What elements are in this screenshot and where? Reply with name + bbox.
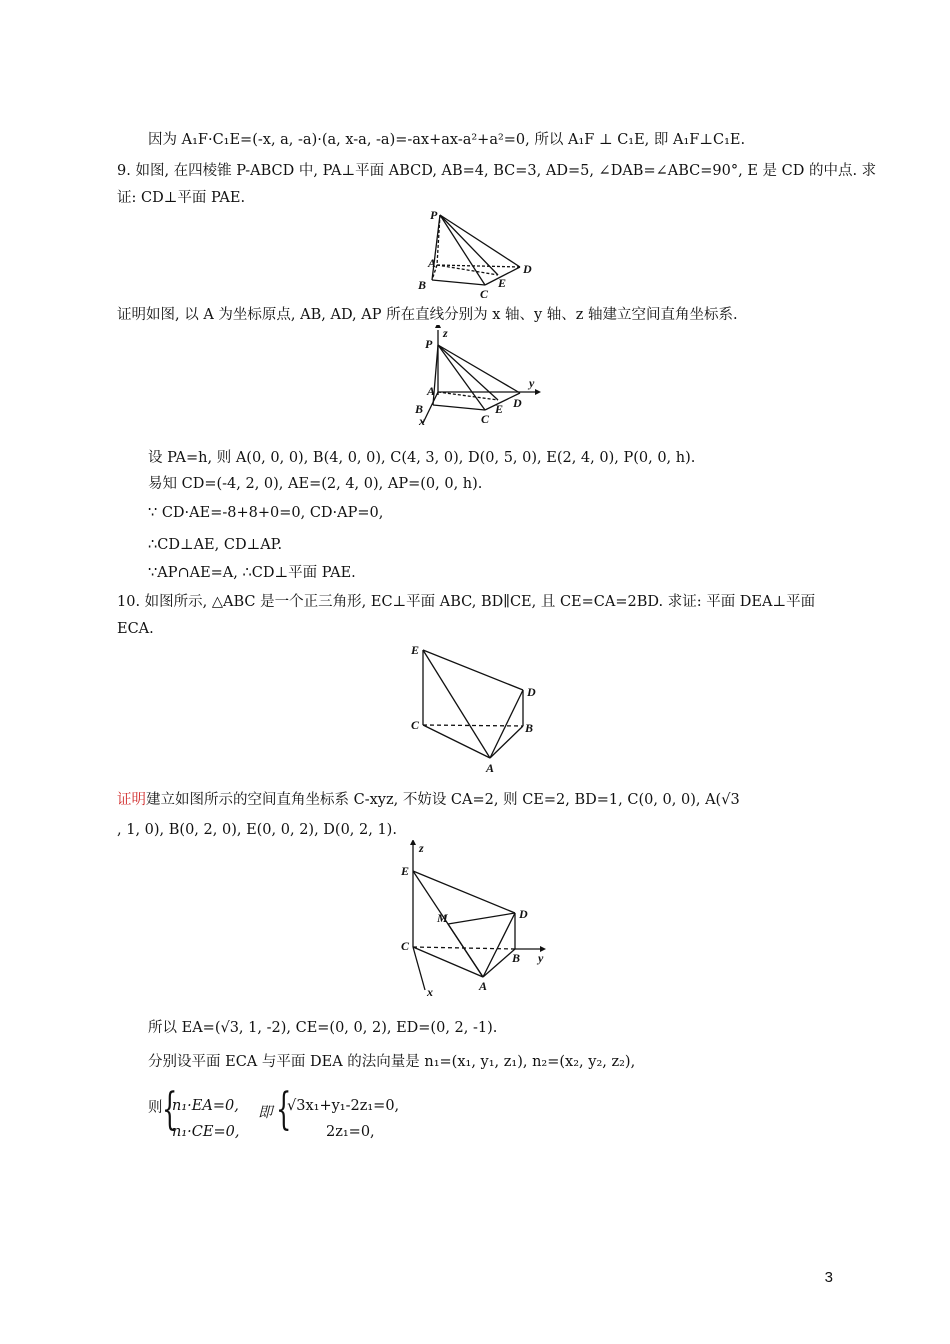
axis-z: z bbox=[443, 326, 448, 340]
label-A: A bbox=[486, 761, 495, 775]
proof-9-perp: ∴CD⊥AE, CD⊥AP. bbox=[148, 537, 283, 553]
label-E: E bbox=[498, 276, 507, 290]
proof-9-conclusion: ∵AP∩AE=A, ∴CD⊥平面 PAE. bbox=[148, 565, 356, 581]
axis-x: x bbox=[419, 414, 425, 428]
problem-10-statement-cont: ECA. bbox=[117, 621, 154, 637]
page-number: 3 bbox=[824, 1269, 833, 1286]
figure-pyramid bbox=[410, 205, 550, 300]
figure-pyramid-axes bbox=[405, 325, 555, 430]
system-eq-3: √3x₁+y₁-2z₁=0, bbox=[287, 1098, 400, 1114]
proof-9-coords: 设 PA=h, 则 A(0, 0, 0), B(4, 0, 0), C(4, 3, 0), D(0, 5, 0), E(2, 4, 0), P(0, 0, h). bbox=[148, 450, 696, 466]
proof-10-vectors: 所以 EA=(√3, 1, -2), CE=(0, 0, 2), ED=(0, 2, -1). bbox=[148, 1020, 498, 1036]
label-P: P bbox=[425, 337, 433, 351]
proof-label: 证明 bbox=[117, 792, 146, 808]
label-B: B bbox=[512, 951, 521, 965]
system-eq-2: n₁·CE=0, bbox=[172, 1124, 240, 1140]
proof-10-intro bbox=[117, 790, 740, 810]
system-eq-1: n₁·EA=0, bbox=[172, 1098, 239, 1114]
label-C: C bbox=[401, 939, 410, 953]
system-then: 则 bbox=[148, 1100, 163, 1116]
label-B: B bbox=[415, 402, 424, 416]
label-C: C bbox=[481, 412, 490, 426]
problem-10-statement: 10. 如图所示, △ABC 是一个正三角形, EC⊥平面 ABC, BD∥CE, 且 CE=CA=2BD. 求证: 平面 DEA⊥平面 bbox=[117, 594, 816, 610]
label-B: B bbox=[418, 278, 427, 292]
proof-10-normals: 分别设平面 ECA 与平面 DEA 的法向量是 n₁=(x₁, y₁, z₁), n₂=(x₂, y₂, z₂), bbox=[148, 1054, 636, 1070]
axis-y: y bbox=[529, 376, 535, 390]
text-line-1: 因为 A₁F·C₁E=(-x, a, -a)·(a, x-a, -a)=-ax+ax-a²+a²=0, 所以 A₁F ⊥ C₁E, 即 A₁F⊥C₁E. bbox=[148, 132, 746, 148]
label-E: E bbox=[401, 864, 410, 878]
system-eq-4: 2z₁=0, bbox=[326, 1124, 375, 1140]
label-C: C bbox=[480, 287, 489, 300]
label-E: E bbox=[495, 402, 504, 416]
label-A: A bbox=[479, 979, 488, 993]
label-A: A bbox=[428, 256, 437, 270]
problem-9-statement-cont: 证: CD⊥平面 PAE. bbox=[117, 190, 246, 206]
system-i.e.: 即 bbox=[258, 1105, 273, 1121]
axis-x: x bbox=[427, 985, 433, 999]
proof-10-coords: , 1, 0), B(0, 2, 0), E(0, 0, 2), D(0, 2, 1). bbox=[117, 822, 397, 838]
label-M: M bbox=[437, 911, 448, 925]
label-D: D bbox=[523, 262, 532, 276]
label-D: D bbox=[513, 396, 522, 410]
label-E: E bbox=[411, 643, 420, 657]
system-brace-left: { bbox=[162, 1084, 178, 1135]
label-P: P bbox=[430, 208, 438, 222]
label-B: B bbox=[525, 721, 534, 735]
proof-9-intro: 证明如图, 以 A 为坐标原点, AB, AD, AP 所在直线分别为 x 轴、y 轴、z 轴建立空间直角坐标系. bbox=[117, 307, 738, 323]
label-A: A bbox=[427, 384, 436, 398]
label-D: D bbox=[519, 907, 528, 921]
axis-y: y bbox=[538, 951, 544, 965]
label-C: C bbox=[411, 718, 420, 732]
problem-9-statement: 9. 如图, 在四棱锥 P-ABCD 中, PA⊥平面 ABCD, AB=4, BC=3, AD=5, ∠DAB=∠ABC=90°, E 是 CD 的中点. 求 bbox=[117, 163, 877, 179]
system-brace-right: { bbox=[276, 1084, 292, 1135]
label-D: D bbox=[527, 685, 536, 699]
figure-triangle-prism bbox=[405, 640, 545, 775]
axis-z: z bbox=[419, 841, 424, 855]
figure-triangle-prism-axes bbox=[395, 840, 555, 1000]
proof-9-vectors: 易知 CD=(-4, 2, 0), AE=(2, 4, 0), AP=(0, 0, h). bbox=[148, 476, 483, 492]
proof-10-intro-text: 建立如图所示的空间直角坐标系 C-xyz, 不妨设 CA=2, 则 CE=2, BD=1, C(0, 0, 0), A(√3 bbox=[146, 792, 740, 808]
proof-9-dot: ∵ CD·AE=-8+8+0=0, CD·AP=0, bbox=[148, 505, 384, 521]
